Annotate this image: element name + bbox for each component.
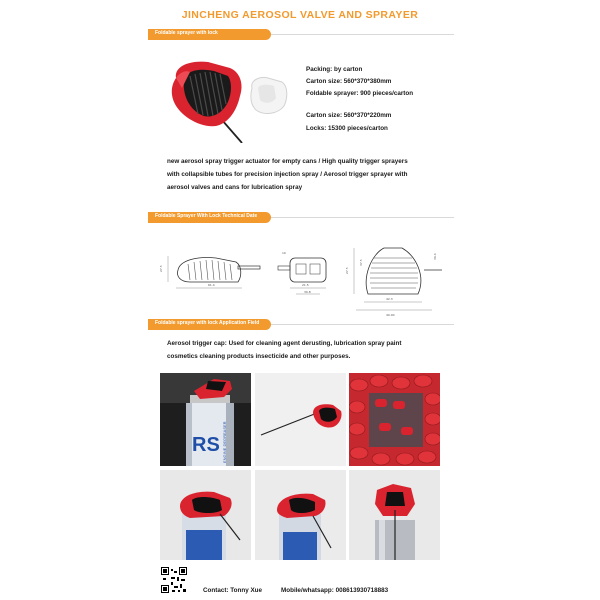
section-header-application xyxy=(148,319,271,330)
description-line: new aerosol spray trigger actuator for empty cans / High quality trigger sprayers xyxy=(167,158,408,165)
sprayer-quantity: Foldable sprayer: 900 pieces/carton xyxy=(306,90,414,97)
can-sub-label: ENGINE DEGREASER xyxy=(222,421,227,463)
dimension-label: 10 xyxy=(282,251,286,255)
dimension-label: 30.8 xyxy=(304,290,311,294)
dimension-label: 61.4 xyxy=(208,283,215,287)
foldable-sprayer-image xyxy=(160,58,295,143)
carton-size-1: Carton size: 560*370*380mm xyxy=(306,78,392,85)
dimension-label: 27.5 xyxy=(159,265,163,272)
locks-quantity: Locks: 15300 pieces/carton xyxy=(306,125,388,132)
top-view-drawing xyxy=(345,248,442,317)
side-view-drawing xyxy=(159,256,260,288)
technical-drawing xyxy=(150,236,450,318)
photo-sprayer-with-tube xyxy=(255,373,346,466)
product-description xyxy=(167,155,467,194)
photo-carton-of-sprayers xyxy=(349,373,440,466)
dimension-label: 36.4 xyxy=(433,253,437,260)
section-divider xyxy=(271,34,454,35)
packing-label: Packing: by carton xyxy=(306,66,363,73)
dimension-label: 21.5 xyxy=(302,283,309,287)
page-title: JINCHENG AEROSOL VALVE AND SPRAYER xyxy=(181,9,419,21)
contact-phone: Mobile/whatsapp: 008613930718883 xyxy=(281,587,389,594)
description-line: aerosol valves and cans for lubrication spray xyxy=(167,184,303,191)
section-header-label: Foldable Sprayer With Lock Technical Date xyxy=(155,213,258,219)
dimension-label: 27.5 xyxy=(345,267,349,274)
section-divider xyxy=(271,217,454,218)
can-brand-label: RS xyxy=(192,434,220,456)
carton-size-2: Carton size: 560*370*220mm xyxy=(306,112,392,119)
application-text xyxy=(167,337,457,363)
section-header-label: Foldable sprayer with lock xyxy=(155,30,218,36)
section-header-foldable xyxy=(148,29,271,40)
section-header-technical xyxy=(148,212,271,223)
photo-sprayer-top-view xyxy=(349,470,440,560)
description-line: with collapsible tubes for precision injection spray / Aerosol trigger sprayer with xyxy=(167,171,408,178)
dimension-label: 42.3 xyxy=(386,297,393,301)
application-line: Aerosol trigger cap: Used for cleaning agent derusting, lubrication spray paint xyxy=(167,340,402,347)
dimension-label: 40.00 xyxy=(386,313,395,317)
contact-name: Contact: Tonny Xue xyxy=(203,587,263,594)
photo-can-with-sprayer xyxy=(160,373,251,466)
qr-code xyxy=(161,567,187,593)
photo-sprayer-on-can-2 xyxy=(255,470,346,560)
front-view-drawing xyxy=(278,251,326,294)
dimension-label: 37.5 xyxy=(359,259,363,266)
photo-sprayer-on-can-1 xyxy=(160,470,251,560)
application-line: cosmetics cleaning products insecticide and other purposes. xyxy=(167,353,351,360)
section-header-label: Foldable sprayer with lock Application Field xyxy=(155,320,260,326)
section-divider xyxy=(271,324,454,325)
